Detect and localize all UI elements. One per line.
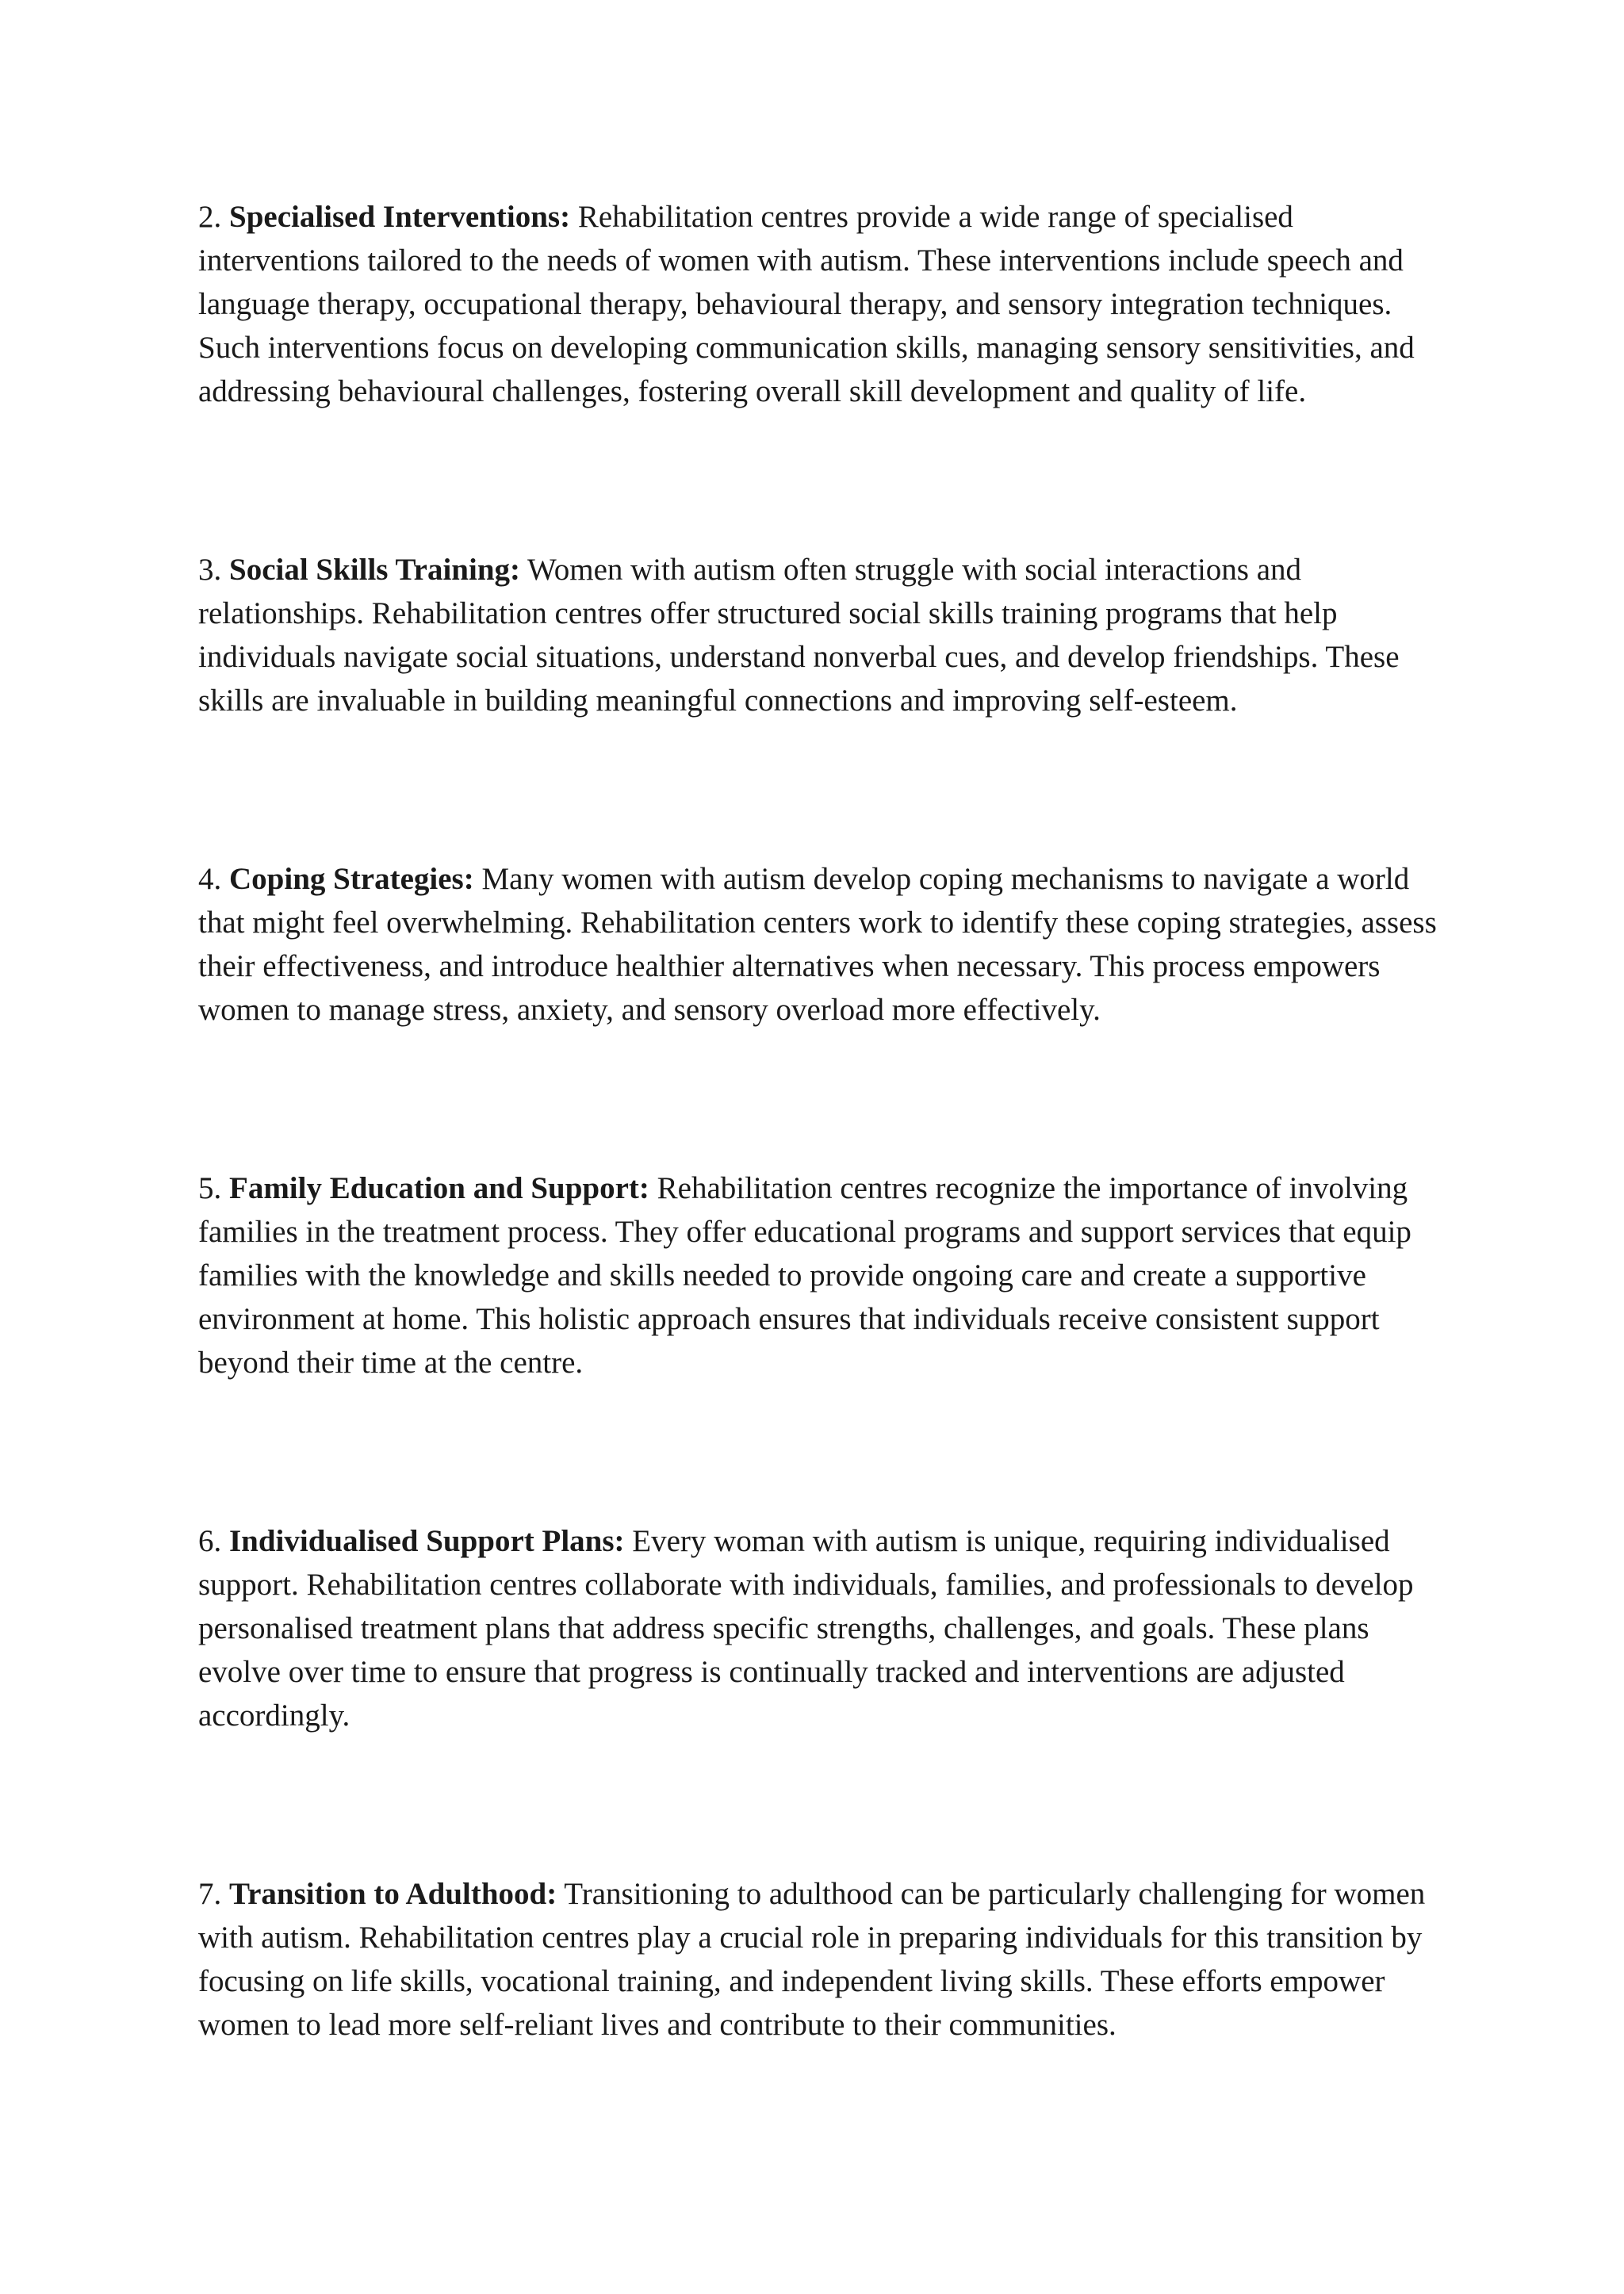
item-number: 3. [198, 553, 222, 587]
item-term: Individualised Support Plans: [229, 1524, 625, 1558]
item-text: Women with autism often struggle with social interactions and relationships. Rehabilitation centres offer structured social skills training programs that help individuals navigate social situations, understand nonverbal cues, and develop friendships. These skills are invaluable in building meaningful connections and improving self-esteem. [198, 553, 1400, 718]
list-item-individualised-support-plans [198, 1519, 1451, 1737]
list-item-coping-strategies [198, 857, 1451, 1032]
item-term: Family Education and Support: [229, 1171, 649, 1205]
list-item-specialised-interventions [198, 195, 1451, 413]
list-item-social-skills-training [198, 548, 1451, 722]
list-item-transition-to-adulthood [198, 1872, 1451, 2047]
item-number: 7. [198, 1877, 222, 1911]
item-text: Transitioning to adulthood can be particularly challenging for women with autism. Rehabilitation centres play a crucial role in preparing individuals for this transition by focusing on life skills, vocational training, and independent living skills. These efforts empower women to lead more self-reliant lives and contribute to their communities. [198, 1877, 1426, 2042]
item-number: 6. [198, 1524, 222, 1558]
item-number: 5. [198, 1171, 222, 1205]
item-term: Coping Strategies: [229, 862, 474, 896]
item-number: 4. [198, 862, 222, 896]
list-item-family-education-support [198, 1166, 1451, 1384]
item-term: Transition to Adulthood: [229, 1877, 557, 1911]
item-text: Every woman with autism is unique, requiring individualised support. Rehabilitation centres collaborate with individuals, families, and professionals to develop personalised treatment plans that address specific strengths, challenges, and goals. These plans evolve over time to ensure that progress is continually tracked and interventions are adjusted accordingly. [198, 1524, 1414, 1733]
item-term: Social Skills Training: [229, 553, 520, 587]
item-number: 2. [198, 200, 222, 234]
item-text: Many women with autism develop coping mechanisms to navigate a world that might feel overwhelming. Rehabilitation centers work to identify these coping strategies, assess their effectiveness, and introduce healthier alternatives when necessary. This process empowers women to manage stress, anxiety, and sensory overload more effectively. [198, 862, 1437, 1027]
document-body [198, 195, 1451, 2047]
item-term: Specialised Interventions: [229, 200, 571, 234]
item-text: Rehabilitation centres recognize the importance of involving families in the treatment process. They offer educational programs and support services that equip families with the knowledge and skills needed to provide ongoing care and create a supportive environment at home. This holistic approach ensures that individuals receive consistent support beyond their time at the centre. [198, 1171, 1411, 1380]
item-text: Rehabilitation centres provide a wide range of specialised interventions tailored to the needs of women with autism. These interventions include speech and language therapy, occupational therapy, behavioural therapy, and sensory integration techniques. Such interventions focus on developing communication skills, managing sensory sensitivities, and addressing behavioural challenges, fostering overall skill development and quality of life. [198, 200, 1415, 408]
